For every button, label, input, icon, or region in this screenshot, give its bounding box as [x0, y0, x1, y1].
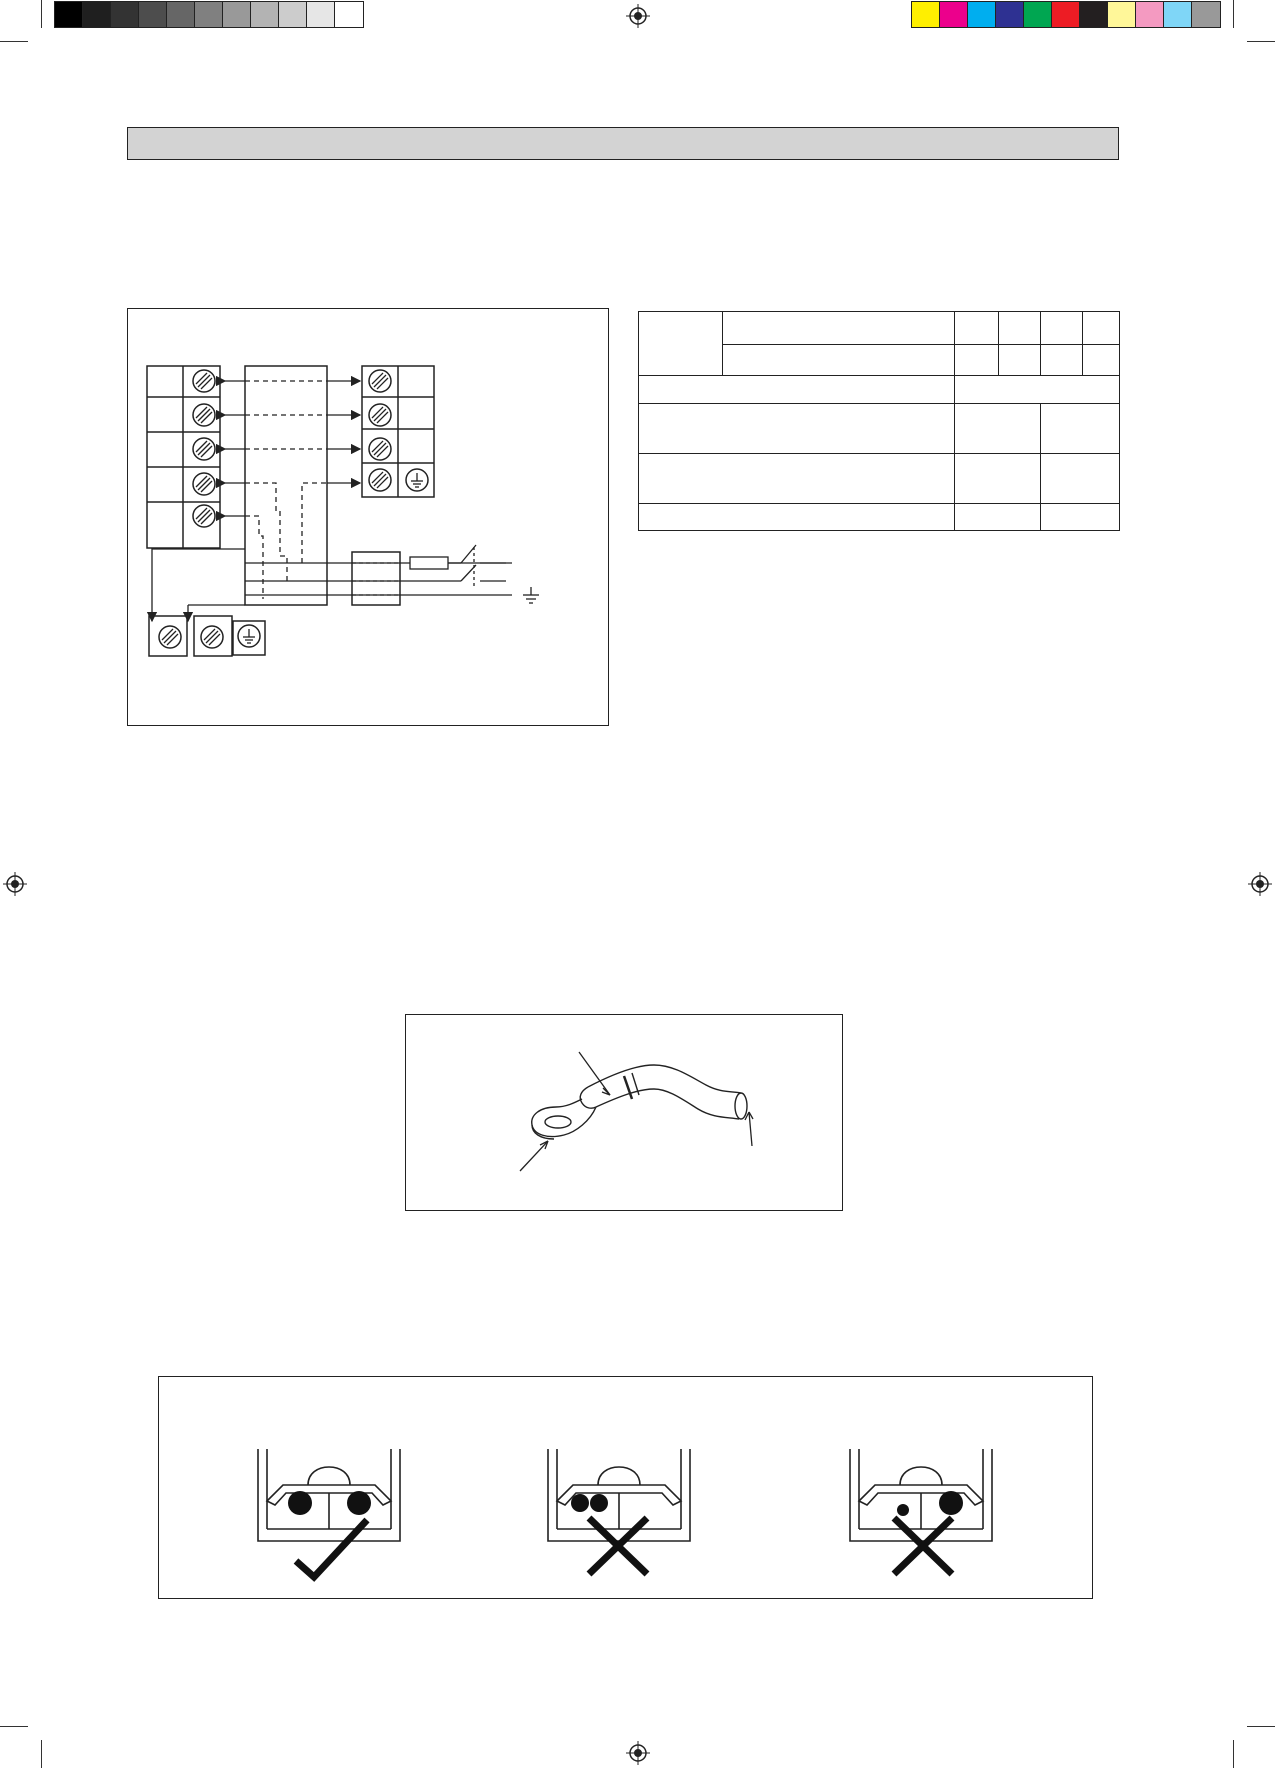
color-swatch [251, 2, 279, 27]
crop-mark [0, 1726, 28, 1727]
table-cell [1041, 404, 1120, 454]
registration-mark-icon [626, 1741, 650, 1765]
table-cell [999, 345, 1041, 376]
table-cell [1083, 312, 1120, 345]
color-swatch [1192, 2, 1220, 27]
color-swatch [307, 2, 335, 27]
grayscale-color-bar [54, 1, 364, 28]
table-cell [955, 454, 1041, 504]
table-cell [639, 404, 955, 454]
incorrect-example-same-side [548, 1449, 690, 1574]
color-swatch [167, 2, 195, 27]
table-cell [639, 376, 955, 404]
table-cell [1041, 345, 1083, 376]
color-swatch [335, 2, 363, 27]
breaker-box [352, 552, 400, 605]
table-cell [955, 376, 1120, 404]
registration-mark-icon [3, 872, 27, 896]
color-swatch [912, 2, 940, 27]
crop-mark [0, 41, 28, 42]
color-swatch [195, 2, 223, 27]
color-swatch [223, 2, 251, 27]
crop-mark [1247, 41, 1275, 42]
color-swatch [1024, 2, 1052, 27]
color-swatch [111, 2, 139, 27]
table-cell [723, 345, 955, 376]
outdor-terminal-block [362, 366, 434, 497]
color-swatch [83, 2, 111, 27]
table-cell [1083, 345, 1120, 376]
cross-mark-icon [589, 1518, 647, 1574]
color-swatch [1136, 2, 1164, 27]
power-terminal-block [149, 616, 265, 656]
crop-mark [1233, 0, 1234, 28]
interconnect-cable-box [245, 366, 327, 605]
color-swatch [996, 2, 1024, 27]
color-swatch [1080, 2, 1108, 27]
ring-terminal-icon [532, 1065, 747, 1139]
color-swatch [55, 2, 83, 27]
table-cell [999, 312, 1041, 345]
cross-mark-icon [894, 1518, 952, 1574]
color-swatch [1052, 2, 1080, 27]
section-header-bar [127, 127, 1119, 160]
indoor-terminal-block [147, 366, 220, 548]
table-cell [955, 504, 1041, 531]
color-swatch [940, 2, 968, 27]
callout-leaders [520, 1052, 753, 1171]
registration-mark-icon [1248, 872, 1272, 896]
fuse-switch [410, 545, 506, 589]
table-cell [955, 404, 1041, 454]
ground-symbol-icon [523, 587, 539, 603]
color-swatch [968, 2, 996, 27]
color-swatch [279, 2, 307, 27]
crop-mark [1247, 1726, 1275, 1727]
table-cell [955, 312, 999, 345]
color-swatch [1108, 2, 1136, 27]
table-cell [639, 454, 955, 504]
table-cell [723, 312, 955, 345]
wiring-diagram [127, 308, 609, 726]
table-cell [955, 345, 999, 376]
color-swatch [1164, 2, 1192, 27]
ring-terminal-figure [405, 1014, 843, 1211]
specification-table [638, 311, 1120, 531]
color-swatch [139, 2, 167, 27]
incorrect-example-mismatched [850, 1449, 992, 1574]
correct-example [258, 1449, 400, 1577]
process-color-bar [911, 1, 1221, 28]
table-cell [1041, 312, 1083, 345]
terminal-connection-examples [158, 1376, 1093, 1599]
table-cell [1041, 454, 1120, 504]
table-cell [639, 504, 955, 531]
table-cell [1041, 504, 1120, 531]
crop-mark [41, 1740, 42, 1768]
table-cell [639, 312, 723, 376]
crop-mark [1233, 1740, 1234, 1768]
registration-mark-icon [626, 4, 650, 28]
crop-mark [41, 0, 42, 28]
